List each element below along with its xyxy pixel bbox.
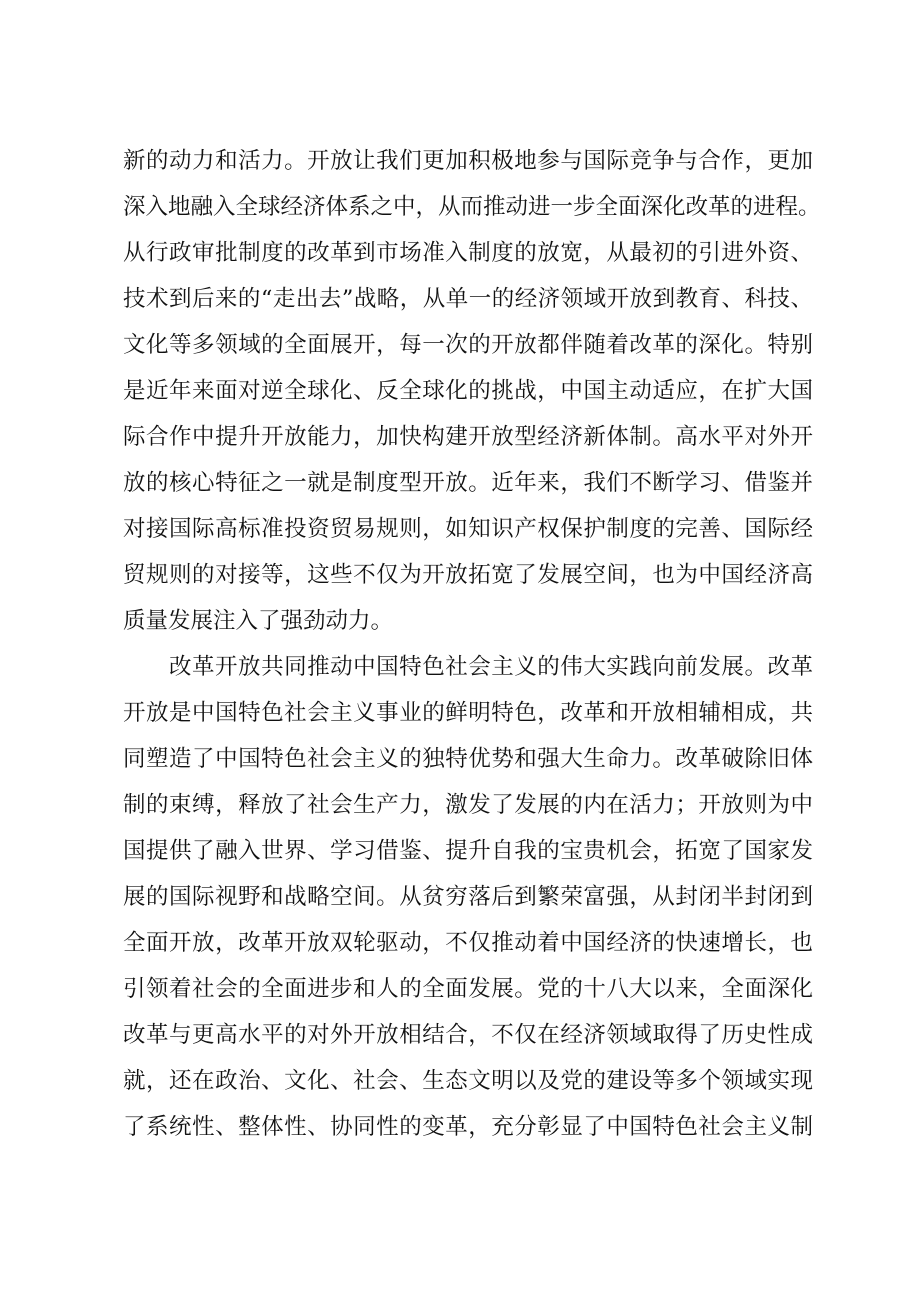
text-line: 同塑造了中国特色社会主义的独特优势和强大生命力。改革破除旧体 xyxy=(123,746,813,772)
text-line: 国提供了融入世界、学习借鉴、提升自我的宝贵机会，拓宽了国家发 xyxy=(123,838,813,864)
text-line: 质量发展注入了强劲动力。 xyxy=(123,608,394,634)
text-line: 引领着社会的全面进步和人的全面发展。党的十八大以来，全面深化 xyxy=(123,976,813,1002)
text-line: 新的动力和活力。开放让我们更加积极地参与国际竞争与合作，更加 xyxy=(123,148,813,174)
text-line: 改革与更高水平的对外开放相结合，不仅在经济领域取得了历史性成 xyxy=(123,1022,813,1048)
text-line: 放的核心特征之一就是制度型开放。近年来，我们不断学习、借鉴并 xyxy=(123,470,813,496)
paragraph-2 xyxy=(123,644,813,1150)
text-line: 文化等多领域的全面展开，每一次的开放都伴随着改革的深化。特别 xyxy=(123,332,813,358)
text-line: 制的束缚，释放了社会生产力，激发了发展的内在活力；开放则为中 xyxy=(123,792,813,818)
text-line: 技术到后来的“走出去”战略，从单一的经济领域开放到教育、科技、 xyxy=(123,286,813,312)
text-line: 际合作中提升开放能力，加快构建开放型经济新体制。高水平对外开 xyxy=(123,424,813,450)
text-line: 改革开放共同推动中国特色社会主义的伟大实践向前发展。改革 xyxy=(169,654,813,680)
text-line: 深入地融入全球经济体系之中，从而推动进一步全面深化改革的进程。 xyxy=(123,194,821,220)
text-line: 贸规则的对接等，这些不仅为开放拓宽了发展空间，也为中国经济高 xyxy=(123,562,813,588)
text-line: 是近年来面对逆全球化、反全球化的挑战，中国主动适应，在扩大国 xyxy=(123,378,813,404)
text-line: 就，还在政治、文化、社会、生态文明以及党的建设等多个领域实现 xyxy=(123,1068,813,1094)
text-line: 从行政审批制度的改革到市场准入制度的放宽，从最初的引进外资、 xyxy=(123,240,813,266)
text-line: 开放是中国特色社会主义事业的鲜明特色，改革和开放相辅相成，共 xyxy=(123,700,813,726)
text-line: 了系统性、整体性、协同性的变革，充分彰显了中国特色社会主义制 xyxy=(123,1114,813,1140)
text-line: 展的国际视野和战略空间。从贫穷落后到繁荣富强，从封闭半封闭到 xyxy=(123,884,813,910)
text-line: 全面开放，改革开放双轮驱动，不仅推动着中国经济的快速增长，也 xyxy=(123,930,813,956)
paragraph-1 xyxy=(123,138,821,644)
body-text xyxy=(123,138,821,1150)
text-line: 对接国际高标准投资贸易规则，如知识产权保护制度的完善、国际经 xyxy=(123,516,813,542)
